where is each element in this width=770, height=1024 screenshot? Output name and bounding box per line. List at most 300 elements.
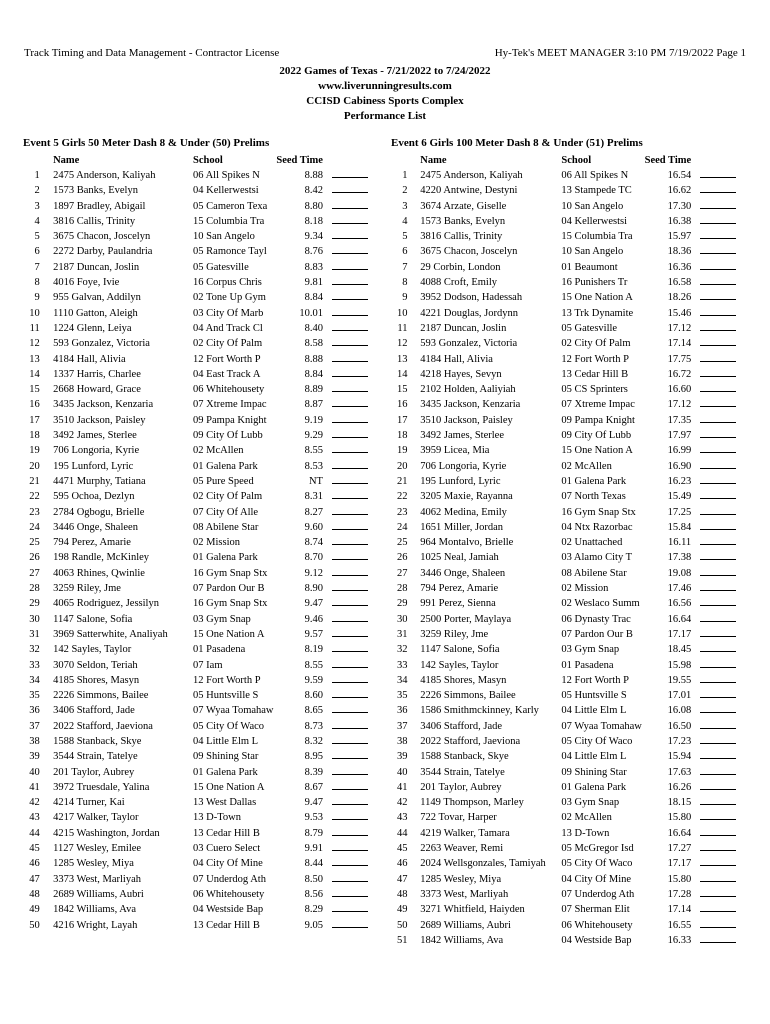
school-cell: 13 Trk Dynamite bbox=[561, 307, 634, 319]
table-row bbox=[23, 352, 368, 367]
place-cell: 4 bbox=[402, 215, 408, 227]
table-row bbox=[391, 765, 736, 780]
result-blank-line bbox=[700, 214, 736, 224]
seed-time-cell: 17.14 bbox=[667, 904, 692, 916]
place-cell: 25 bbox=[397, 537, 408, 549]
result-blank-line bbox=[700, 244, 736, 254]
place-cell: 35 bbox=[397, 690, 408, 702]
result-blank-line bbox=[700, 474, 736, 484]
place-cell: 45 bbox=[29, 843, 40, 855]
school-cell: 05 Pure Speed bbox=[193, 475, 254, 487]
place-cell: 40 bbox=[29, 766, 40, 778]
table-row bbox=[23, 566, 368, 581]
place-cell: 24 bbox=[29, 521, 40, 533]
seed-time-cell: 8.39 bbox=[304, 766, 323, 778]
school-cell: 15 One Nation A bbox=[561, 292, 633, 304]
seed-time-cell: 8.31 bbox=[304, 491, 323, 503]
result-blank-line bbox=[700, 382, 736, 392]
result-blank-line bbox=[332, 612, 368, 622]
athlete-name-cell: 722 Tovar, Harper bbox=[420, 812, 497, 824]
result-blank-line bbox=[332, 428, 368, 438]
school-cell: 13 Cedar Hill B bbox=[193, 919, 260, 931]
athlete-name-cell: 3406 Stafford, Jade bbox=[53, 705, 135, 717]
school-cell: 07 Pardon Our B bbox=[193, 583, 265, 595]
school-cell: 07 North Texas bbox=[561, 491, 626, 503]
seed-time-cell: 8.40 bbox=[304, 322, 323, 334]
result-blank-line bbox=[332, 872, 368, 882]
school-cell: 13 D-Town bbox=[193, 812, 242, 824]
table-row bbox=[23, 336, 368, 351]
event-5-section bbox=[23, 137, 368, 933]
table-row bbox=[23, 658, 368, 673]
place-cell: 49 bbox=[397, 904, 408, 916]
seed-column-header: Seed Time bbox=[276, 155, 323, 166]
table-row bbox=[391, 229, 736, 244]
athlete-name-cell: 1586 Smithmckinney, Karly bbox=[420, 705, 539, 717]
seed-time-cell: 17.63 bbox=[667, 766, 692, 778]
result-blank-line bbox=[700, 826, 736, 836]
table-row bbox=[23, 581, 368, 596]
school-cell: 04 East Track A bbox=[193, 368, 261, 380]
place-cell: 23 bbox=[29, 506, 40, 518]
place-cell: 45 bbox=[397, 843, 408, 855]
athlete-name-cell: 2272 Darby, Paulandria bbox=[53, 246, 153, 258]
table-row bbox=[23, 275, 368, 290]
result-blank-line bbox=[332, 749, 368, 759]
result-blank-line bbox=[700, 642, 736, 652]
seed-time-cell: 19.08 bbox=[667, 567, 692, 579]
result-blank-line bbox=[332, 306, 368, 316]
table-row bbox=[23, 688, 368, 703]
result-blank-line bbox=[332, 841, 368, 851]
athlete-name-cell: 4065 Rodriguez, Jessilyn bbox=[53, 598, 159, 610]
seed-time-cell: 16.62 bbox=[667, 185, 692, 197]
table-row bbox=[391, 352, 736, 367]
seed-time-cell: 8.95 bbox=[304, 751, 323, 763]
athlete-name-cell: 198 Randle, McKinley bbox=[53, 552, 150, 564]
table-row bbox=[23, 168, 368, 183]
school-cell: 03 Cuero Select bbox=[193, 843, 261, 855]
athlete-name-cell: 1149 Thompson, Marley bbox=[420, 797, 524, 809]
seed-time-cell: 17.17 bbox=[667, 858, 692, 870]
table-row bbox=[23, 902, 368, 917]
table-row bbox=[391, 489, 736, 504]
result-blank-line bbox=[332, 566, 368, 576]
school-cell: 03 Gym Snap bbox=[561, 797, 620, 809]
place-cell: 22 bbox=[397, 491, 408, 503]
place-cell: 20 bbox=[397, 460, 408, 472]
result-blank-line bbox=[332, 719, 368, 729]
place-cell: 49 bbox=[29, 904, 40, 916]
table-row bbox=[23, 382, 368, 397]
athlete-name-cell: 4471 Murphy, Tatiana bbox=[53, 475, 146, 487]
school-cell: 04 Westside Bap bbox=[193, 904, 264, 916]
place-cell: 20 bbox=[29, 460, 40, 472]
meet-title: 2022 Games of Texas - 7/21/2022 to 7/24/2022 bbox=[279, 65, 491, 77]
place-cell: 6 bbox=[402, 246, 408, 258]
table-row bbox=[391, 336, 736, 351]
table-row bbox=[23, 810, 368, 825]
result-blank-line bbox=[700, 734, 736, 744]
school-cell: 10 San Angelo bbox=[193, 231, 255, 243]
place-cell: 3 bbox=[34, 200, 40, 212]
result-blank-line bbox=[332, 367, 368, 377]
seed-time-cell: 16.55 bbox=[667, 919, 692, 931]
table-row bbox=[23, 321, 368, 336]
place-cell: 24 bbox=[397, 521, 408, 533]
school-cell: 05 Cameron Texa bbox=[193, 200, 268, 212]
seed-time-cell: 17.12 bbox=[667, 322, 692, 334]
result-blank-line bbox=[332, 734, 368, 744]
table-row bbox=[23, 703, 368, 718]
seed-time-cell: 17.14 bbox=[667, 338, 692, 350]
seed-time-cell: 8.58 bbox=[304, 338, 323, 350]
seed-time-cell: 8.88 bbox=[304, 170, 323, 181]
result-blank-line bbox=[332, 765, 368, 775]
seed-time-cell: 9.29 bbox=[304, 430, 323, 442]
seed-time-cell: 8.90 bbox=[304, 583, 323, 595]
athlete-name-cell: 4185 Shores, Masyn bbox=[420, 674, 507, 686]
performance-table bbox=[23, 154, 368, 933]
seed-time-cell: 9.12 bbox=[304, 567, 323, 579]
result-blank-line bbox=[332, 535, 368, 545]
place-cell: 32 bbox=[397, 644, 408, 656]
athlete-name-cell: 3492 James, Sterlee bbox=[53, 430, 137, 442]
result-blank-line bbox=[332, 856, 368, 866]
seed-time-cell: 9.81 bbox=[304, 277, 323, 289]
seed-time-cell: 10.01 bbox=[299, 307, 323, 319]
athlete-name-cell: 2784 Ogbogu, Brielle bbox=[53, 506, 145, 518]
athlete-name-cell: 2668 Howard, Grace bbox=[53, 384, 141, 396]
place-cell: 31 bbox=[397, 628, 408, 640]
school-cell: 02 McAllen bbox=[561, 812, 612, 824]
table-row bbox=[23, 856, 368, 871]
result-blank-line bbox=[700, 612, 736, 622]
seed-time-cell: 16.08 bbox=[667, 705, 692, 717]
result-blank-line bbox=[700, 183, 736, 193]
table-row bbox=[23, 214, 368, 229]
seed-time-cell: 9.59 bbox=[304, 674, 323, 686]
seed-time-cell: 9.60 bbox=[304, 521, 323, 533]
table-row bbox=[23, 505, 368, 520]
table-row bbox=[23, 183, 368, 198]
seed-time-cell: 15.94 bbox=[667, 751, 692, 763]
table-row bbox=[23, 918, 368, 933]
result-blank-line bbox=[332, 183, 368, 193]
result-blank-line bbox=[700, 306, 736, 316]
result-blank-line bbox=[700, 535, 736, 545]
school-cell: 16 Gym Snap Stx bbox=[193, 567, 268, 579]
result-blank-line bbox=[700, 566, 736, 576]
seed-time-cell: 9.46 bbox=[304, 613, 323, 625]
place-cell: 9 bbox=[34, 292, 40, 304]
result-blank-line bbox=[700, 428, 736, 438]
result-blank-line bbox=[332, 199, 368, 209]
school-cell: 02 City Of Palm bbox=[561, 338, 631, 350]
seed-time-cell: 9.47 bbox=[304, 598, 323, 610]
table-row bbox=[391, 734, 736, 749]
seed-time-cell: 16.72 bbox=[667, 368, 692, 380]
table-row bbox=[391, 658, 736, 673]
table-row bbox=[23, 459, 368, 474]
result-blank-line bbox=[700, 795, 736, 805]
school-cell: 07 City Of Alle bbox=[193, 506, 259, 518]
school-cell: 16 Gym Snap Stx bbox=[193, 598, 268, 610]
place-cell: 30 bbox=[29, 613, 40, 625]
result-blank-line bbox=[700, 352, 736, 362]
place-cell: 29 bbox=[397, 598, 408, 610]
athlete-name-cell: 794 Perez, Amarie bbox=[53, 537, 131, 549]
seed-time-cell: 17.28 bbox=[667, 888, 692, 900]
athlete-name-cell: 3435 Jackson, Kenzaria bbox=[420, 399, 521, 411]
place-cell: 18 bbox=[29, 430, 40, 442]
place-cell: 13 bbox=[29, 353, 40, 365]
school-cell: 05 Ramonce Tayl bbox=[193, 246, 267, 258]
seed-time-cell: 17.01 bbox=[667, 690, 692, 702]
athlete-name-cell: 1573 Banks, Evelyn bbox=[53, 185, 138, 197]
school-cell: 05 Gatesville bbox=[193, 261, 249, 273]
result-blank-line bbox=[332, 321, 368, 331]
athlete-name-cell: 3972 Truesdale, Yalina bbox=[53, 781, 150, 793]
school-cell: 07 Iam bbox=[193, 659, 223, 671]
athlete-name-cell: 2475 Anderson, Kaliyah bbox=[420, 170, 523, 181]
result-blank-line bbox=[332, 352, 368, 362]
school-cell: 05 Huntsville S bbox=[561, 690, 627, 702]
athlete-name-cell: 2187 Duncan, Joslin bbox=[420, 322, 507, 334]
table-row bbox=[23, 489, 368, 504]
seed-time-cell: 16.54 bbox=[667, 170, 692, 181]
table-row bbox=[391, 443, 736, 458]
athlete-name-cell: 4219 Walker, Tamara bbox=[420, 827, 510, 839]
athlete-name-cell: 1285 Wesley, Miya bbox=[420, 873, 502, 885]
seed-time-cell: 9.91 bbox=[304, 843, 323, 855]
athlete-name-cell: 3544 Strain, Tatelye bbox=[420, 766, 505, 778]
table-row bbox=[391, 872, 736, 887]
table-row bbox=[23, 872, 368, 887]
seed-time-cell: 8.32 bbox=[304, 735, 323, 747]
result-blank-line bbox=[700, 550, 736, 560]
athlete-name-cell: 3959 Licea, Mia bbox=[420, 445, 490, 457]
place-cell: 12 bbox=[29, 338, 40, 350]
table-row bbox=[391, 887, 736, 902]
seed-time-cell: 8.87 bbox=[304, 399, 323, 411]
table-row bbox=[391, 596, 736, 611]
result-blank-line bbox=[700, 658, 736, 668]
school-cell: 04 Kellerwestsi bbox=[561, 215, 628, 227]
table-row bbox=[391, 260, 736, 275]
athlete-name-cell: 1127 Wesley, Emilee bbox=[53, 843, 142, 855]
table-row bbox=[23, 596, 368, 611]
school-cell: 05 City Of Waco bbox=[193, 720, 265, 732]
place-cell: 34 bbox=[397, 674, 408, 686]
place-cell: 50 bbox=[29, 919, 40, 931]
table-row bbox=[391, 856, 736, 871]
seed-time-cell: 17.75 bbox=[667, 353, 692, 365]
school-cell: 15 One Nation A bbox=[561, 445, 633, 457]
result-blank-line bbox=[700, 520, 736, 530]
athlete-name-cell: 3435 Jackson, Kenzaria bbox=[53, 399, 154, 411]
school-cell: 15 Columbia Tra bbox=[561, 231, 633, 243]
school-cell: 06 Whitehousety bbox=[193, 888, 265, 900]
result-blank-line bbox=[332, 443, 368, 453]
place-cell: 15 bbox=[397, 384, 408, 396]
athlete-name-cell: 142 Sayles, Taylor bbox=[53, 644, 132, 656]
place-cell: 3 bbox=[402, 200, 408, 212]
place-cell: 21 bbox=[29, 475, 40, 487]
school-cell: 02 Tone Up Gym bbox=[193, 292, 266, 304]
table-row bbox=[391, 290, 736, 305]
table-row bbox=[391, 168, 736, 183]
school-cell: 02 McAllen bbox=[193, 445, 244, 457]
table-row bbox=[391, 306, 736, 321]
table-row bbox=[391, 474, 736, 489]
result-blank-line bbox=[332, 244, 368, 254]
table-row bbox=[391, 703, 736, 718]
athlete-name-cell: 4185 Shores, Masyn bbox=[53, 674, 140, 686]
result-blank-line bbox=[700, 275, 736, 285]
seed-time-cell: 9.19 bbox=[304, 414, 323, 426]
school-cell: 01 Pasadena bbox=[193, 644, 246, 656]
result-blank-line bbox=[700, 902, 736, 912]
athlete-name-cell: 2102 Holden, Aaliyiah bbox=[420, 384, 516, 396]
seed-time-cell: 17.25 bbox=[667, 506, 692, 518]
seed-time-cell: 8.55 bbox=[304, 445, 323, 457]
result-blank-line bbox=[332, 459, 368, 469]
athlete-name-cell: 195 Lunford, Lyric bbox=[420, 475, 501, 487]
place-cell: 36 bbox=[29, 705, 40, 717]
athlete-name-cell: 1842 Williams, Ava bbox=[53, 904, 136, 916]
school-cell: 03 Alamo City T bbox=[561, 552, 633, 564]
table-row bbox=[23, 673, 368, 688]
seed-time-cell: 17.97 bbox=[667, 430, 692, 442]
table-row bbox=[391, 841, 736, 856]
seed-time-cell: 8.18 bbox=[304, 215, 323, 227]
seed-time-cell: 15.80 bbox=[667, 812, 692, 824]
seed-time-cell: 8.74 bbox=[304, 537, 323, 549]
seed-time-cell: 8.88 bbox=[304, 353, 323, 365]
athlete-name-cell: 3070 Seldon, Teriah bbox=[53, 659, 138, 671]
seed-time-cell: 15.49 bbox=[667, 491, 692, 503]
table-row bbox=[23, 474, 368, 489]
athlete-name-cell: 4220 Antwine, Destyni bbox=[420, 185, 518, 197]
place-cell: 46 bbox=[29, 858, 40, 870]
table-row bbox=[391, 183, 736, 198]
event-title: Event 6 Girls 100 Meter Dash 8 & Under (51) Prelims bbox=[391, 137, 643, 149]
seed-time-cell: 16.33 bbox=[667, 934, 692, 946]
result-blank-line bbox=[700, 887, 736, 897]
athlete-name-cell: 2689 Williams, Aubri bbox=[420, 919, 511, 931]
school-cell: 13 D-Town bbox=[561, 827, 610, 839]
school-cell: 16 Corpus Chris bbox=[193, 277, 262, 289]
place-cell: 48 bbox=[397, 888, 408, 900]
result-blank-line bbox=[332, 520, 368, 530]
result-blank-line bbox=[700, 443, 736, 453]
table-row bbox=[391, 719, 736, 734]
school-cell: 01 Galena Park bbox=[561, 475, 627, 487]
table-row bbox=[391, 826, 736, 841]
school-cell: 01 Galena Park bbox=[193, 766, 258, 778]
school-cell: 04 Little Elm L bbox=[561, 705, 627, 717]
athlete-name-cell: 3492 James, Sterlee bbox=[420, 430, 504, 442]
seed-column-header: Seed Time bbox=[644, 155, 692, 166]
meet-titles bbox=[0, 64, 770, 124]
meet-manager-header: Hy-Tek's MEET MANAGER 3:10 PM 7/19/2022 Page 1 bbox=[494, 47, 746, 59]
table-row bbox=[23, 887, 368, 902]
table-row bbox=[391, 795, 736, 810]
place-cell: 30 bbox=[397, 613, 408, 625]
result-blank-line bbox=[332, 214, 368, 224]
athlete-name-cell: 4221 Douglas, Jordynn bbox=[420, 307, 519, 319]
place-cell: 8 bbox=[34, 277, 40, 289]
result-blank-line bbox=[332, 658, 368, 668]
table-row bbox=[391, 612, 736, 627]
seed-time-cell: 15.84 bbox=[667, 521, 692, 533]
school-cell: 16 Punishers Tr bbox=[561, 277, 628, 289]
school-cell: 15 Columbia Tra bbox=[193, 215, 265, 227]
athlete-name-cell: 201 Taylor, Aubrey bbox=[420, 781, 502, 793]
school-cell: 09 City Of Lubb bbox=[561, 430, 632, 442]
result-blank-line bbox=[700, 872, 736, 882]
school-cell: 04 Ntx Razorbac bbox=[561, 521, 633, 533]
place-cell: 8 bbox=[402, 277, 408, 289]
seed-time-cell: 17.27 bbox=[667, 843, 692, 855]
place-cell: 16 bbox=[29, 399, 40, 411]
athlete-name-cell: 955 Galvan, Addilyn bbox=[53, 292, 141, 304]
result-blank-line bbox=[700, 703, 736, 713]
seed-time-cell: 9.57 bbox=[304, 628, 323, 640]
place-cell: 19 bbox=[397, 445, 408, 457]
school-cell: 08 Abilene Star bbox=[561, 567, 627, 579]
seed-time-cell: 8.44 bbox=[304, 858, 323, 870]
school-cell: 15 One Nation A bbox=[193, 781, 265, 793]
place-cell: 25 bbox=[29, 537, 40, 549]
athlete-name-cell: 4215 Washington, Jordan bbox=[53, 827, 160, 839]
place-cell: 11 bbox=[397, 322, 408, 334]
seed-time-cell: 17.17 bbox=[667, 628, 692, 640]
athlete-name-cell: 1147 Salone, Sofia bbox=[53, 613, 133, 625]
seed-time-cell: 17.30 bbox=[667, 200, 692, 212]
school-cell: 07 Pardon Our B bbox=[561, 628, 633, 640]
result-blank-line bbox=[332, 826, 368, 836]
athlete-name-cell: 4184 Hall, Alivia bbox=[420, 353, 493, 365]
school-cell: 09 Pampa Knight bbox=[193, 414, 267, 426]
school-column-header: School bbox=[193, 155, 223, 166]
athlete-name-cell: 3373 West, Marliyah bbox=[53, 873, 142, 885]
athlete-name-cell: 2226 Simmons, Bailee bbox=[53, 690, 149, 702]
seed-time-cell: 8.79 bbox=[304, 827, 323, 839]
name-column-header: Name bbox=[420, 155, 447, 166]
school-cell: 12 Fort Worth P bbox=[193, 353, 261, 365]
seed-time-cell: 8.89 bbox=[304, 384, 323, 396]
table-row bbox=[23, 306, 368, 321]
athlete-name-cell: 2226 Simmons, Bailee bbox=[420, 690, 516, 702]
seed-time-cell: 16.99 bbox=[667, 445, 692, 457]
seed-time-cell: 18.45 bbox=[667, 644, 692, 656]
seed-time-cell: 16.23 bbox=[667, 475, 692, 487]
result-blank-line bbox=[700, 933, 736, 943]
place-cell: 47 bbox=[29, 873, 40, 885]
place-cell: 19 bbox=[29, 445, 40, 457]
table-row bbox=[391, 535, 736, 550]
result-blank-line bbox=[700, 780, 736, 790]
place-cell: 12 bbox=[397, 338, 408, 350]
place-cell: 44 bbox=[397, 827, 408, 839]
table-row bbox=[23, 443, 368, 458]
athlete-name-cell: 1224 Glenn, Leiya bbox=[53, 322, 132, 334]
result-blank-line bbox=[332, 397, 368, 407]
athlete-name-cell: 3675 Chacon, Joscelyn bbox=[53, 231, 151, 243]
school-cell: 02 Weslaco Summ bbox=[561, 598, 640, 610]
